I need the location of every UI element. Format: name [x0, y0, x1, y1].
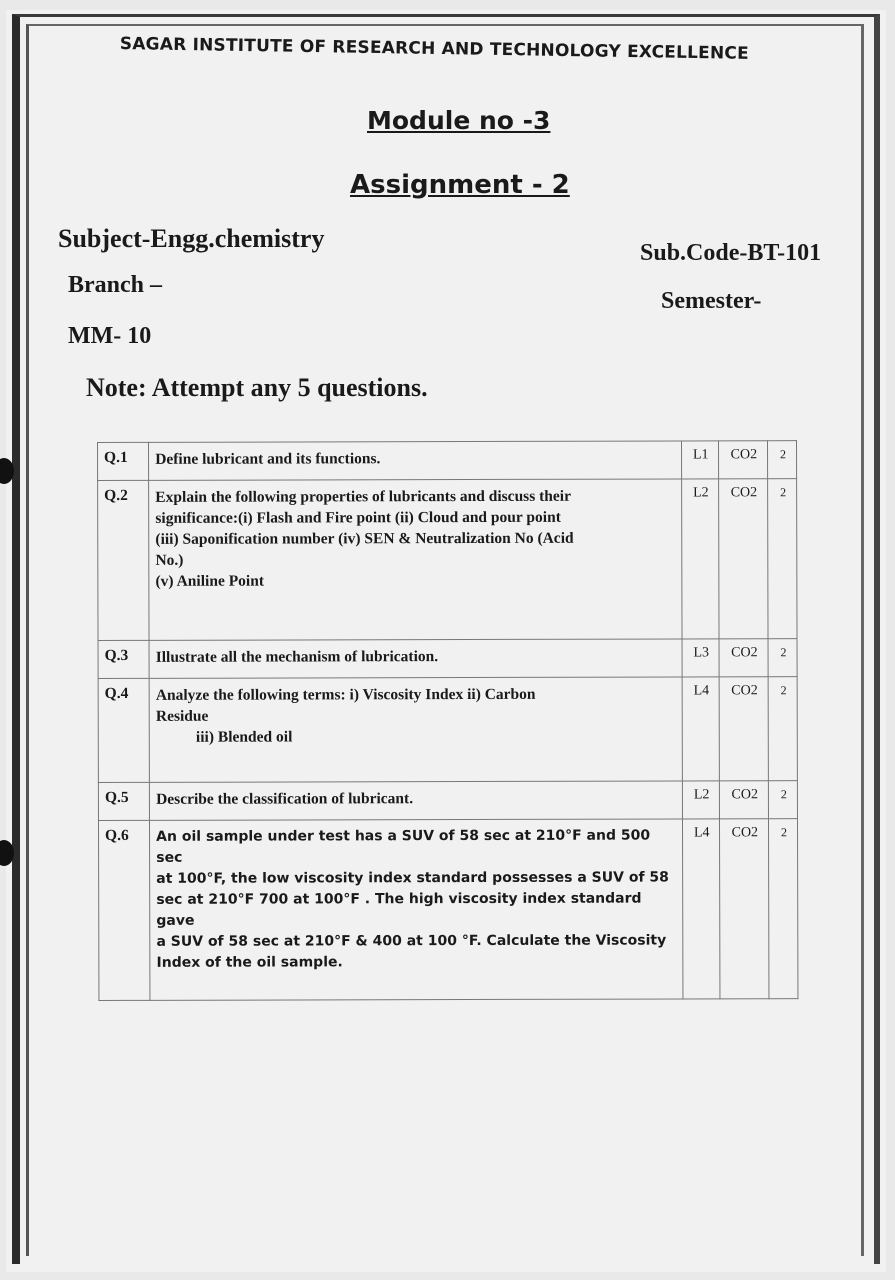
question-line: An oil sample under test has a SUV of 58 sec at 210°F and 500 sec [156, 827, 651, 866]
institute-name: SAGAR INSTITUTE OF RESEARCH AND TECHNOLOGY EXCELLENCE [119, 34, 750, 64]
marks: 2 [768, 819, 798, 999]
bloom-level: L2 [681, 479, 719, 639]
question-line: significance:(i) Flash and Fire point (ii) Cloud and pour point [155, 508, 561, 527]
question-line: Residue [155, 707, 209, 725]
course-outcome: CO2 [719, 677, 768, 781]
course-outcome: CO2 [719, 639, 768, 677]
question-line: a SUV of 58 sec at 210°F & 400 at 100 °F. Calculate the Viscosity [156, 932, 667, 950]
table-row [98, 677, 797, 783]
questions-table [97, 440, 798, 1001]
question-line: (iii) Saponification number (iv) SEN & Neutralization No (Acid [155, 529, 574, 548]
bloom-level: L3 [682, 639, 719, 677]
course-outcome: CO2 [718, 441, 767, 479]
subject-code-field: Sub.Code-BT-101 [640, 240, 822, 266]
question-line: Index of the oil sample. [156, 954, 343, 971]
question-line: No.) [155, 551, 184, 569]
course-outcome: CO2 [719, 819, 769, 999]
question-number: Q.3 [98, 640, 149, 678]
question-line: Illustrate all the mechanism of lubrication. [155, 648, 439, 666]
question-line: Describe the classification of lubricant. [156, 790, 414, 808]
question-number: Q.1 [98, 442, 149, 480]
subject-field: Subject-Engg.chemistry [58, 224, 325, 253]
marks: 2 [767, 441, 796, 479]
module-title: Module no -3 [367, 106, 551, 135]
table-row [98, 479, 797, 641]
course-outcome: CO2 [719, 781, 768, 819]
question-line: iii) Blended oil [195, 728, 293, 746]
marks: 2 [768, 677, 797, 781]
question-text [149, 441, 682, 480]
question-line: Define lubricant and its functions. [155, 450, 381, 468]
branch-field: Branch – [68, 272, 163, 298]
question-line: Explain the following properties of lubricants and discuss their [155, 487, 571, 506]
bloom-level: L2 [682, 781, 719, 819]
assignment-title: Assignment - 2 [350, 170, 570, 200]
question-number: Q.5 [98, 782, 149, 820]
question-number: Q.6 [98, 820, 150, 1000]
note-text: Note: Attempt any 5 questions. [86, 373, 428, 402]
question-text [149, 677, 682, 782]
marks: 2 [768, 639, 797, 677]
table-row [98, 819, 797, 1001]
question-line: (v) Aniline Point [155, 572, 265, 590]
question-number: Q.4 [98, 678, 149, 782]
semester-field: Semester- [661, 288, 762, 314]
max-marks-field: MM- 10 [68, 323, 152, 349]
marks: 2 [768, 781, 797, 819]
bloom-level: L4 [682, 677, 719, 781]
question-text [149, 479, 682, 640]
table-row [98, 639, 797, 679]
course-outcome: CO2 [718, 479, 768, 639]
question-line: at 100°F, the low viscosity index standard possesses a SUV of 58 [156, 869, 669, 887]
bloom-level: L1 [681, 441, 718, 479]
question-text [150, 819, 683, 1000]
question-text [150, 781, 683, 820]
marks: 2 [767, 479, 797, 639]
question-line: Analyze the following terms: i) Viscosity Index ii) Carbon [155, 685, 536, 704]
question-number: Q.2 [98, 480, 150, 640]
table-row [98, 781, 797, 821]
question-line: sec at 210°F 700 at 100°F . The high viscosity index standard gave [156, 890, 642, 929]
bloom-level: L4 [682, 819, 720, 999]
question-text [149, 639, 682, 678]
table-row [98, 441, 797, 481]
